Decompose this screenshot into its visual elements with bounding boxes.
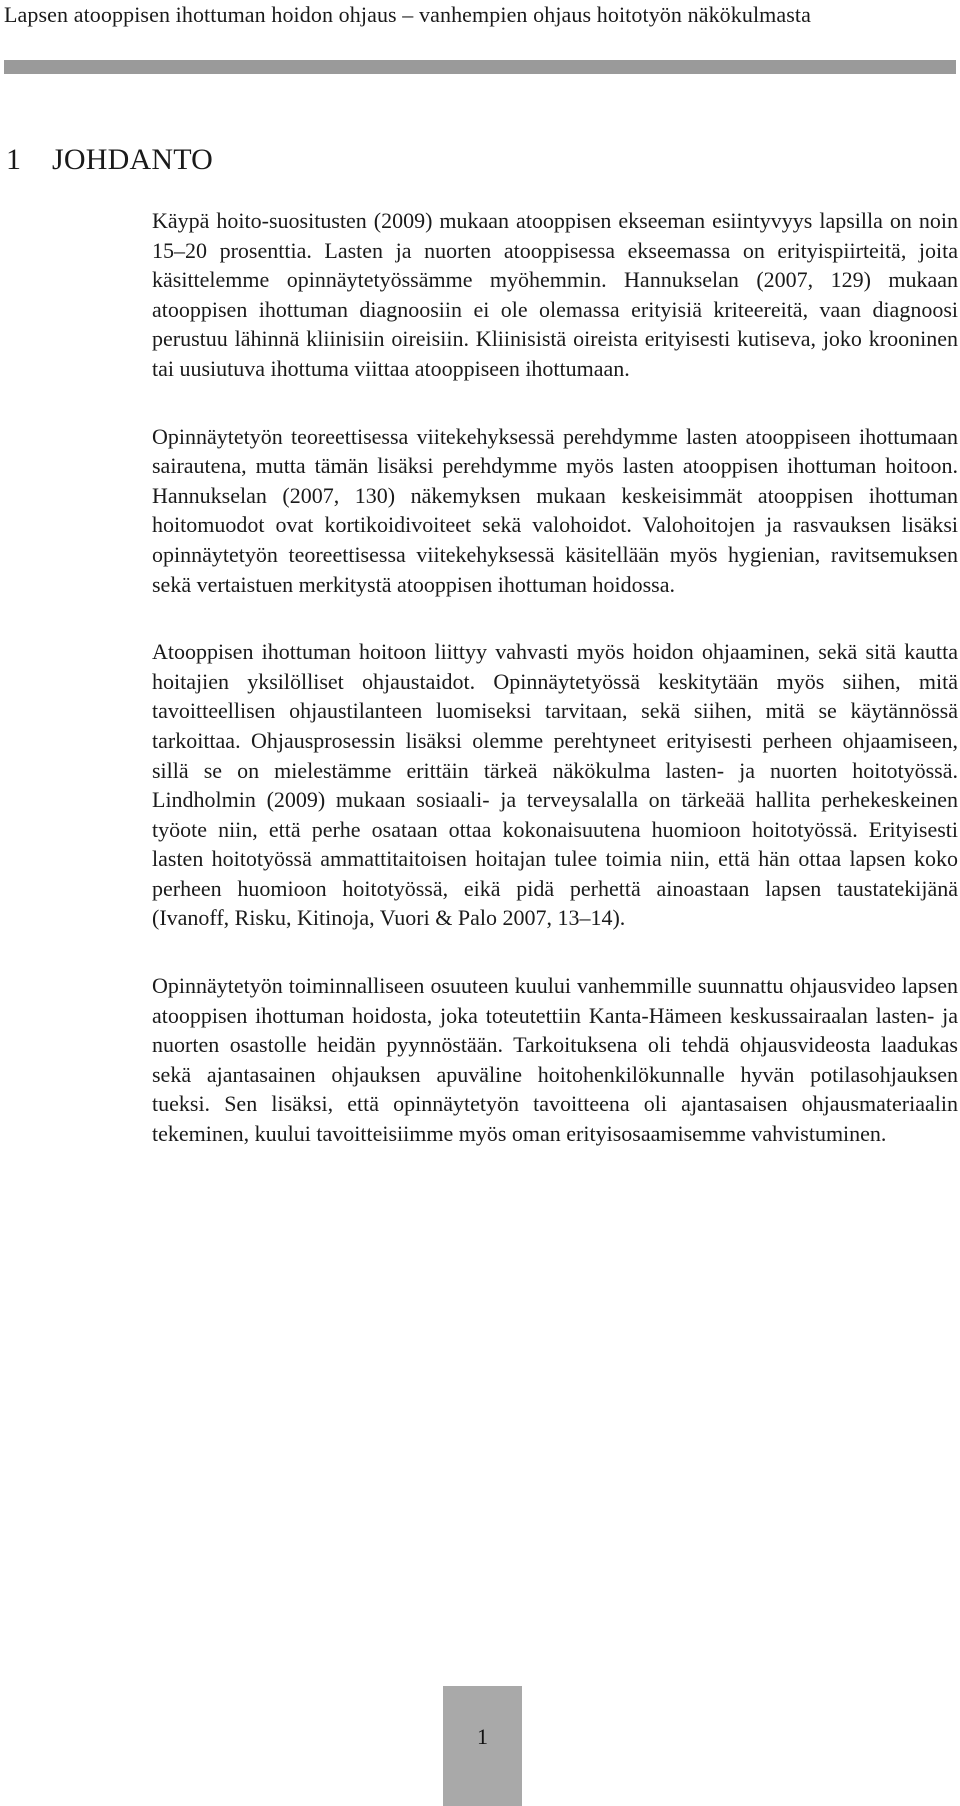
paragraph-1: Käypä hoito-suositusten (2009) mukaan atooppisen ekseeman esiintyvyys lapsilla on noin 15–20 prosenttia. Lasten ja nuorten atooppisessa ekseemassa on erityispiirteitä, joita käsittelemme opinnäytetyössämme myöhemmin. Hannukselan (2007, 129) mukaan atooppisen ihottuman diagnoosiin ei ole olemassa erityisiä kriteereitä, vaan diagnoosi perustuu lähinnä kliinisiin oireisiin. Kliinisistä oireista erityisesti kutiseva, joko krooninen tai uusiutuva ihottuma viittaa atooppiseen ihottumaan.: [152, 208, 958, 381]
chapter-title: JOHDANTO: [52, 143, 214, 176]
body-text: [152, 206, 958, 1187]
page-number-box: [443, 1686, 522, 1806]
page-number: 1: [477, 1724, 488, 1749]
paragraph-3: Atooppisen ihottuman hoitoon liittyy vahvasti myös hoidon ohjaaminen, sekä sitä kautta hoitajien yksilölliset ohjaustaidot. Opinnäytetyössä keskitytään myös siihen, mitä tavoitteellisen ohjaustilanteen luomiseksi tarvitaan, sekä siihen, mitä se käytännössä tarkoittaa. Ohjausprosessin lisäksi olemme perehtyneet erityisesti perheen ohjaamiseen, sillä se on mielestämme erittäin tärkeä näkökulma lasten- ja nuorten hoitotyössä. Lindholmin (2009) mukaan sosiaali- ja terveysalalla on tärkeää hallita perhekeskeinen työote niin, että perhe osataan ottaa kokonaisuutena huomioon hoitotyössä. Erityisesti lasten hoitotyössä ammattitaitoisen hoitajan tulee toimia niin, että hän ottaa lapsen koko perheen huomioon hoitotyössä, eikä pidä perhettä ainoastaan lapsen taustatekijänä (Ivanoff, Risku, Kitinoja, Vuori & Palo 2007, 13–14).: [152, 639, 958, 931]
paragraph-4: Opinnäytetyön toiminnalliseen osuuteen kuului vanhemmille suunnattu ohjausvideo lapsen atooppisen ihottuman hoidosta, joka toteutettiin Kanta-Hämeen keskussairaalan lasten- ja nuorten osastolle heidän pyynnöstään. Tarkoituksena oli tehdä ohjausvideosta laadukas sekä ajantasainen ohjauksen apuväline hoitohenkilökunnalle hyvän potilasohjauksen tueksi. Sen lisäksi, että opinnäytetyön tavoitteena oli ajantasaisen ohjausmateriaalin tekeminen, kuului tavoitteisiimme myös oman erityisosaamisemme vahvistuminen.: [152, 973, 958, 1147]
running-header: Lapsen atooppisen ihottuman hoidon ohjaus – vanhempien ohjaus hoitotyön näkökulmasta: [4, 2, 811, 27]
header-rule: [4, 60, 956, 74]
paragraph-2: Opinnäytetyön teoreettisessa viitekehyksessä perehdymme lasten atooppiseen ihottumaan sairautena, mutta tämän lisäksi perehdymme myös lasten atooppisen ihottuman hoitoon. Hannukselan (2007, 130) näkemyksen mukaan keskeisimmät atooppisen ihottuman hoitomuodot ovat kortikoidivoiteet sekä valohoidot. Valohoitojen ja rasvauksen lisäksi opinnäytetyön teoreettisessa viitekehyksessä käsitellään myös hygienian, ravitsemuksen sekä vertaistuen merkitystä atooppisen ihottuman hoidossa.: [152, 423, 958, 597]
chapter-heading: [6, 142, 213, 178]
chapter-number: 1: [6, 143, 22, 176]
